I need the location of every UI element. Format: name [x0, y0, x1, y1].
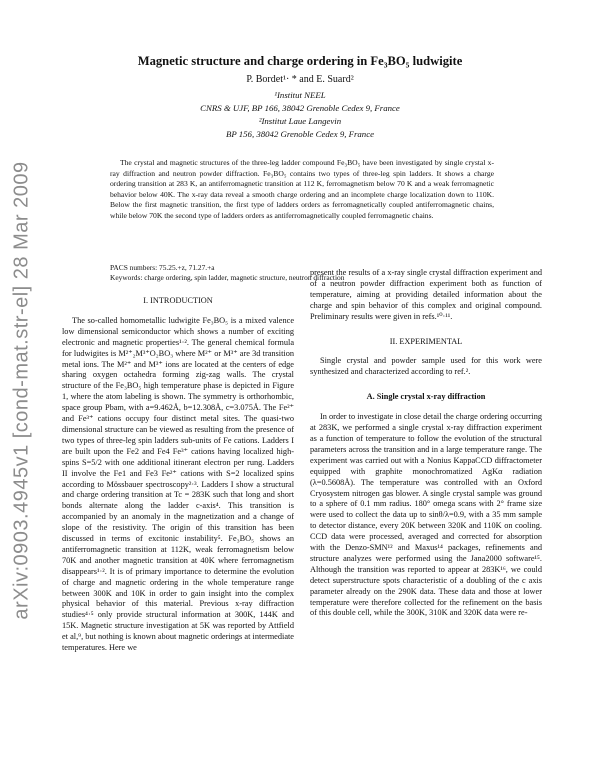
experimental-text: Single crystal and powder sample used for this work were synthesized and characterized according to ref.². [310, 356, 542, 377]
section-heading-introduction: I. INTRODUCTION [143, 296, 213, 305]
arxiv-identifier: arXiv:0903.4945v1 [cond-mat.str-el] 28 Mar 2009 [10, 160, 33, 620]
arxiv-side-stamp [8, 160, 36, 620]
abstract: The crystal and magnetic structures of the three-leg ladder compound Fe₃BO₅ have been investigated by single crystal x-ray diffraction and neutron powder diffraction. Fe₃BO₅ contains two types of three-leg spin ladders. It shows a charge ordering transition at 283 K, an antiferromagnetic transition at 112 K, ferromagnetism below 70 K and a weak ferromagnetic behavior below 40K. The x-ray data reveal a smooth charge ordering and an incomplete charge localization down to 110K. Below the first magnetic transition, the first type of ladders orders as ferromagnetically coupled antiferromagnetic chains, while below 70K the second type of ladders orders as antiferromagnetically coupled ferromagnetic chains. [110, 158, 494, 220]
right-column [310, 268, 542, 619]
paper-title: Magnetic structure and charge ordering in Fe₃BO₅ ludwigite [137, 54, 463, 68]
keywords: Keywords: charge ordering, spin ladder, magnetic structure, neutron diffraction [110, 273, 345, 283]
affiliation-3: ²Institut Laue Langevin [258, 116, 342, 126]
xray-text: In order to investigate in close detail the charge ordering occurring at 283K, we performed a single crystal x-ray diffraction experiment as a function of temperature to follow the evolution of the structural parameters across the transition and in a large temperature range. The experiment was carried out with a Nonius KappaCCD diffractometer equipped with graphite monochromatized AgKα radiation (λ=0.5608Å). The temperature was controlled with an Oxford Cryosystem nitrogen gas blower. A single crystal sample was ground to a sphere of 0.1 mm radius. 180° omega scans with 2° frame size were used to collect the data up to sinθ/λ=0.9, with a 35 mm sample to detector distance, every 20K between 320K and 110K on cooling. CCD data were processed, averaged and corrected for absorption with the Denzo-SMN¹² and Maxus¹⁴ packages, refinements and structure analyzes were performed using the Jana2000 software¹⁵. Although the transition was reported to appear at 283K¹⁶, we could detect superstructure spots characteristic of a doubling of the c axis parameter already on the 290K data. These data and those at lower temperature were therefore collected for the refinement on the basis of this double cell, while the 300K, 310K and 320K data were re- [310, 412, 542, 618]
pacs-numbers: PACS numbers: 75.25.+z, 71.27.+a [110, 263, 215, 272]
introduction-continued: present the results of a x-ray single crystal diffraction experiment and of a neutron powder diffraction experiment both as function of temperature, aiming at providing detailed information about the charge and spin behavior of this complex and original compound. Preliminary results were given in refs.¹⁰·¹¹. [310, 268, 542, 321]
subsection-heading-xray: A. Single crystal x-ray diffraction [366, 392, 486, 402]
introduction-text: The so-called homometallic ludwigite Fe₃BO₅ is a mixed valence low dimensional semiconductor which shows a number of exciting electronic and magnetic properties¹·². The general chemical formula for ludwigites is M²⁺₂M³⁺O₂BO₃ where M²⁺ or M³⁺ are 3d transition metal ions. The M²⁺ and M³⁺ ions are located at the centers of edge sharing oxygen octahedra forming zig-zag walls. The crystal structure of the Fe₃BO₅ high temperature phase is depicted in Figure 1, where the atom labeling is shown. The symmetry is orthorhombic, space group Pbam, with a=9.462Å, b=12.308Å, c=3.075Å. The Fe²⁺ and Fe³⁺ cations occupy four distinct metal sites. The quasi-two dimensional structure can be viewed as resulting from the presence of two types of three-leg spin ladders sub-units of Fe cations. Ladders I are built upon the Fe2 and Fe4 Fe³⁺ cations having localized high-spins S=5/2 with one additional itinerant electron per rung. Ladders II involve the Fe1 and Fe3 Fe²⁺ cations with S=2 localized spins according to Mössbauer spectroscopy²·³. Ladders I show a structural and charge ordering transition at Tc = 283K such that long and short bonds alternate along the ladder c-axis⁴. This transition is accompanied by an anomaly in the magnetization and a change of slope of the resistivity. The origin of this transition has been discussed in terms of excitonic instability⁵. Fe₃BO₅ shows an antiferromagnetic transition at 112K, weak ferromagnetism below 70K and another magnetic transition at 40K where ferromagnetism disappears¹·². It is of primary importance to determine the evolution of charge and magnetic ordering in the whole temperature range between 300K and 10K in order to gain insight into the complex physical behavior of this material. Previous x-ray diffraction studies⁴·⁵ only provide structural information at 300K, 144K and 15K. Magnetic structure investigation at 5K was reported by Attfield et al,⁹, but nothing is known about magnetic orderings at intermediate temperatures. Here we [62, 315, 294, 653]
affiliation-2: CNRS & UJF, BP 166, 38042 Grenoble Cedex 9, France [200, 103, 400, 113]
affiliation-1: ¹Institut NEEL [274, 90, 326, 100]
affiliation-4: BP 156, 38042 Grenoble Cedex 9, France [225, 129, 375, 139]
author-line: P. Bordet¹· * and E. Suard² [246, 74, 354, 85]
section-heading-experimental: II. EXPERIMENTAL [389, 336, 463, 346]
left-column [62, 296, 294, 654]
